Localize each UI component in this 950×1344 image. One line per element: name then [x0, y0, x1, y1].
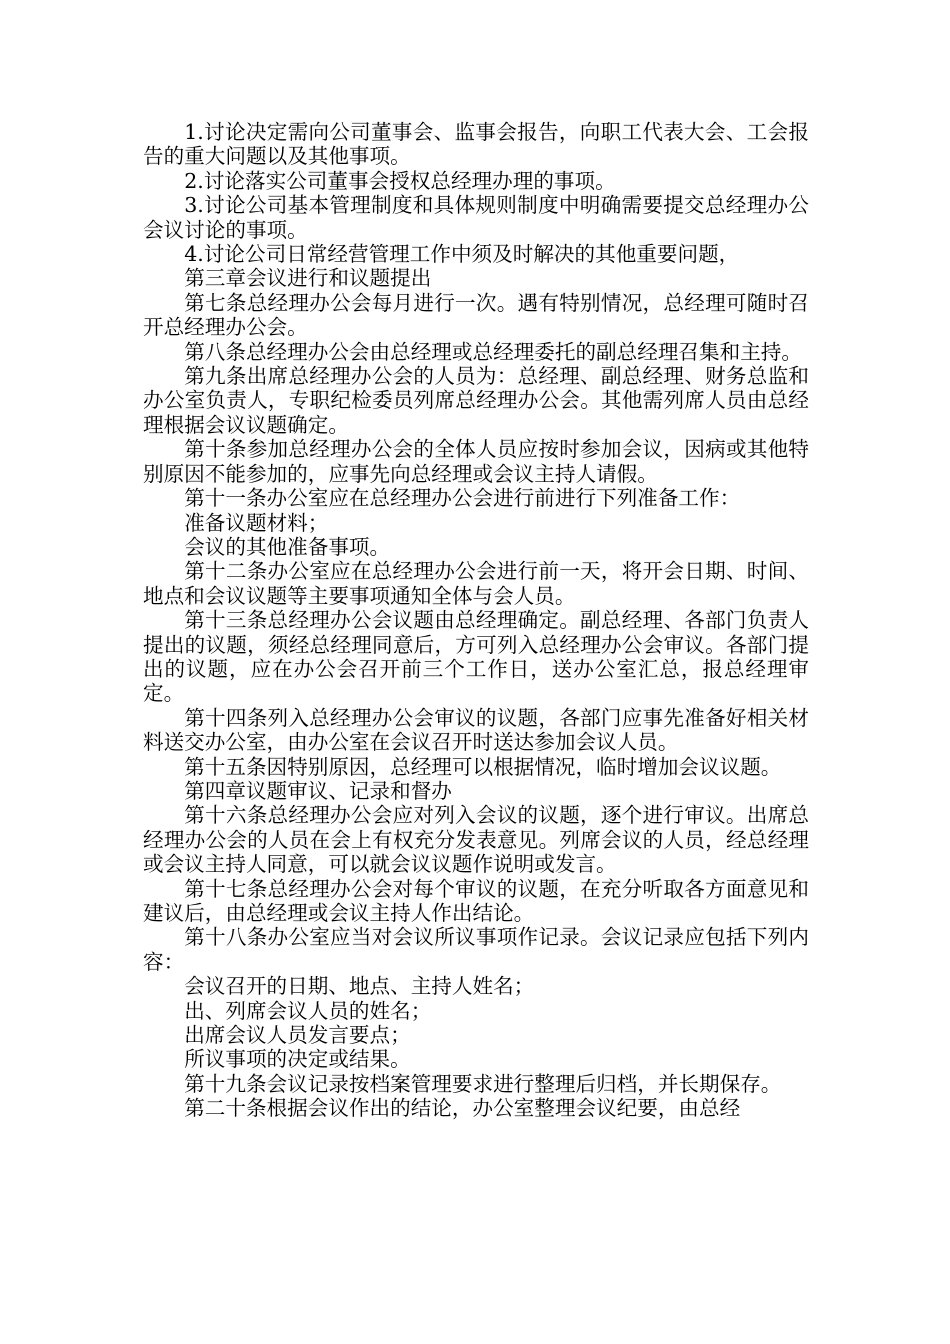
article-11: 第十一条办公室应在总经理办公会进行前进行下列准备工作： — [184, 486, 741, 511]
paragraph-item-1: 1.讨论决定需向公司董事会、监事会报告，向职工代表大会、工会报告的重大问题以及其他事项。 — [143, 120, 809, 169]
article-18-item-2: 出、列席会议人员的姓名； — [184, 998, 432, 1023]
paragraph-item-4: 4.讨论公司日常经营管理工作中须及时解决的其他重要问题， — [184, 242, 740, 267]
article-8: 第八条总经理办公会由总经理或总经理委托的副总经理召集和主持。 — [184, 339, 802, 364]
paragraph-item-2: 2.讨论落实公司董事会授权总经理办理的事项。 — [184, 168, 616, 193]
article-18-item-4: 所议事项的决定或结果。 — [184, 1047, 411, 1072]
article-7: 第七条总经理办公会每月进行一次。遇有特别情况，总经理可随时召开总经理办公会。 — [143, 290, 809, 340]
paragraph-item-3: 3.讨论公司基本管理制度和具体规则制度中明确需要提交总经理办公会议讨论的事项。 — [143, 193, 809, 242]
article-14: 第十四条列入总经理办公会审议的议题，各部门应事先准备好相关材料送交办公室，由办公室在会议召开时送达参加会议人员。 — [143, 705, 809, 755]
article-19: 第十九条会议记录按档案管理要求进行整理后归档，并长期保存。 — [184, 1071, 782, 1096]
document-body — [143, 120, 809, 1121]
article-17: 第十七条总经理办公会对每个审议的议题，在充分听取各方面意见和建议后，由总经理或会议主持人作出结论。 — [143, 876, 809, 925]
article-15: 第十五条因特别原因，总经理可以根据情况，临时增加会议议题。 — [184, 754, 782, 779]
article-11-item-1: 准备议题材料； — [184, 510, 329, 535]
article-12: 第十二条办公室应在总经理办公会进行前一天，将开会日期、时间、地点和会议议题等主要事项通知全体与会人员。 — [143, 559, 809, 608]
article-16: 第十六条总经理办公会应对列入会议的议题，逐个进行审议。出席总经理办公会的人员在会上有权充分发表意见。列席会议的人员，经总经理或会议主持人同意，可以就会议议题作说明或发言。 — [143, 803, 809, 877]
article-11-item-2: 会议的其他准备事项。 — [184, 534, 391, 559]
article-9: 第九条出席总经理办公会的人员为：总经理、副总经理、财务总监和办公室负责人，专职纪检委员列席总经理办公会。其他需列席人员由总经理根据会议议题确定。 — [143, 364, 809, 437]
article-20: 第二十条根据会议作出的结论，办公室整理会议纪要，由总经 — [184, 1096, 741, 1121]
article-18-item-1: 会议召开的日期、地点、主持人姓名； — [184, 974, 535, 999]
article-10: 第十条参加总经理办公会的全体人员应按时参加会议，因病或其他特别原因不能参加的，应事先向总经理或会议主持人请假。 — [143, 437, 809, 486]
article-13: 第十三条总经理办公会议题由总经理确定。副总经理、各部门负责人提出的议题，须经总经理同意后，方可列入总经理办公会审议。各部门提出的议题，应在办公会召开前三个工作日，送办公室汇总，报总经理审定。 — [143, 608, 809, 706]
article-18-item-3: 出席会议人员发言要点； — [184, 1023, 411, 1048]
chapter-heading-3: 第三章会议进行和议题提出 — [184, 266, 432, 291]
article-18: 第十八条办公室应当对会议所议事项作记录。会议记录应包括下列内容： — [143, 925, 809, 974]
chapter-heading-4: 第四章议题审议、记录和督办 — [184, 778, 452, 803]
